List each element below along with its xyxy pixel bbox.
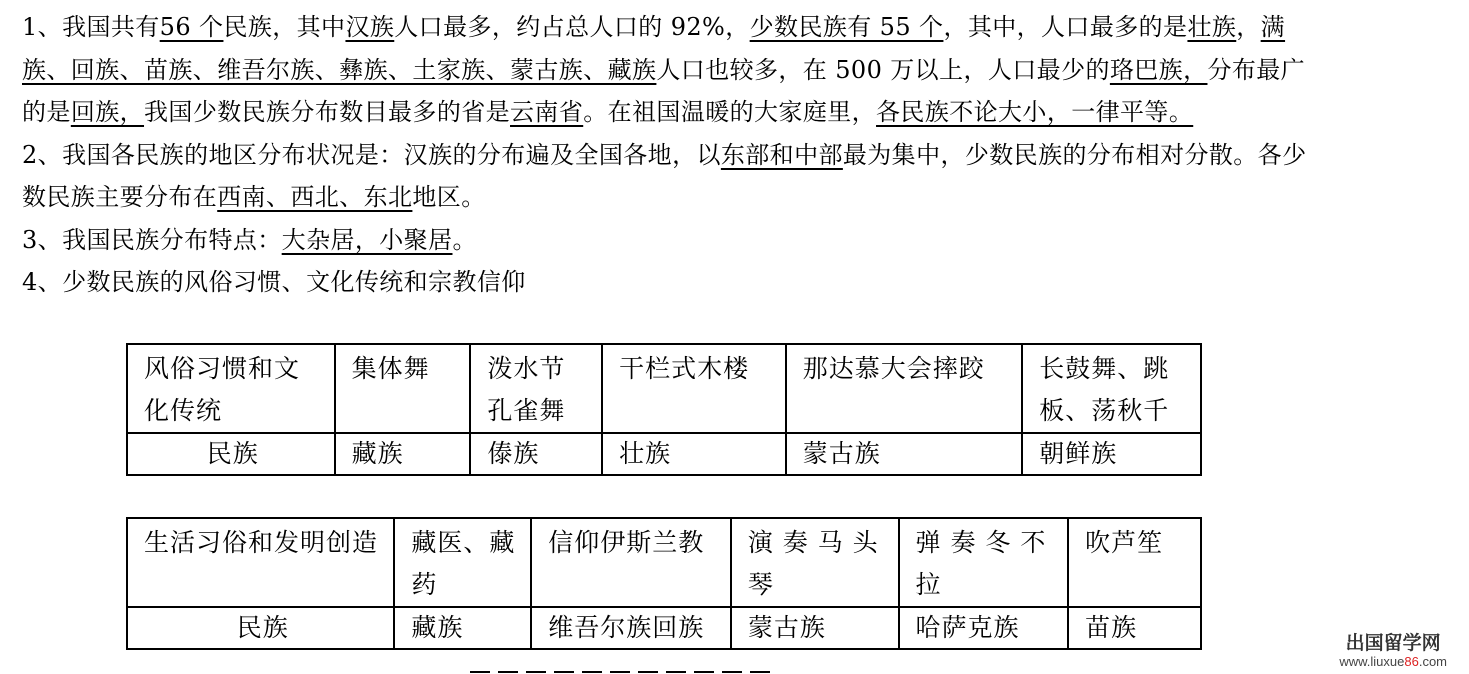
- text-segment: ，其中，人口最多的是: [943, 13, 1188, 41]
- table1-row-label: 民族: [127, 433, 335, 475]
- text-segment: 分布最广的是: [22, 55, 1306, 126]
- table1-item: 集体舞: [335, 344, 471, 433]
- table1-value: 藏族: [335, 433, 471, 475]
- table1-item: 长鼓舞、跳板、荡秋千: [1022, 344, 1201, 433]
- underlined-answer: 56 个: [159, 13, 224, 41]
- paragraph-4: [22, 261, 1322, 304]
- table2-value: 哈萨克族: [899, 607, 1069, 649]
- paragraph-2: [22, 134, 1322, 219]
- table2-item: 演 奏 马 头 琴: [731, 518, 899, 607]
- text-segment: 民族，其中: [223, 13, 346, 41]
- text-segment: 最为集中，少数民族的分布相对分散。各少数民族主要分布在: [22, 140, 1307, 211]
- text-segment: 。在祖国温暖的大家庭里，: [583, 98, 877, 126]
- table2-item: 藏医、藏药: [394, 518, 531, 607]
- table2-item: 弹 奏 冬 不 拉: [899, 518, 1069, 607]
- text-segment: 人口也较多，在 500 万以上，人口最少的: [656, 55, 1110, 84]
- table2-value: 藏族: [394, 607, 531, 649]
- watermark-name: 出国留学网: [1345, 632, 1441, 654]
- text-segment: 我国少数民族分布数目最多的省是: [144, 98, 511, 126]
- table1-header: 风俗习惯和文化传统: [127, 344, 335, 433]
- table2-row-label: 民族: [127, 607, 394, 649]
- underlined-answer: 回族，: [70, 98, 145, 126]
- table2-item: 信仰伊斯兰教: [531, 518, 731, 607]
- customs-table: [126, 343, 1202, 476]
- underlined-answer: 汉族: [345, 13, 395, 41]
- text-segment: ，: [1236, 13, 1261, 41]
- table1-value: 壮族: [602, 433, 786, 475]
- text-segment: 2、我国各民族的地区分布状况是：汉族的分布遍及全国各地，以: [22, 140, 721, 169]
- table2-value: 苗族: [1068, 607, 1201, 649]
- table2-header: 生活习俗和发明创造: [127, 518, 394, 607]
- table2-item: 吹芦笙: [1068, 518, 1201, 607]
- text-segment: 3、我国民族分布特点：: [22, 225, 282, 254]
- table2-value: 维吾尔族回族: [531, 607, 731, 649]
- table1-value: 蒙古族: [786, 433, 1022, 475]
- underlined-answer: 东部和中部: [720, 140, 843, 169]
- watermark-url: www.liuxue86.com: [1339, 654, 1447, 669]
- text-segment: 。: [452, 225, 477, 254]
- watermark: [1339, 634, 1447, 668]
- paragraph-1: [22, 6, 1322, 134]
- underlined-answer: 西南、西北、东北: [217, 183, 413, 211]
- table1-item: 那达慕大会摔跤: [786, 344, 1022, 433]
- life-customs-table: [126, 517, 1202, 650]
- text-segment: 人口最多，约占总人口的 92%，: [394, 13, 750, 41]
- underlined-answer: 少数民族有 55 个: [749, 13, 944, 41]
- table2-value: 蒙古族: [731, 607, 899, 649]
- underlined-answer: 云南省: [510, 98, 584, 126]
- table1-value: 傣族: [470, 433, 602, 475]
- paragraph-3: [22, 219, 1322, 262]
- cut-off-text-line: [470, 664, 850, 674]
- table1-item: 泼水节 孔雀舞: [470, 344, 602, 433]
- underlined-answer: 大杂居，小聚居: [281, 225, 453, 254]
- underlined-answer: 满族、回族、苗族、维吾尔族、彝族、土家族、蒙古族、藏族: [22, 13, 1286, 84]
- text-segment: 1、我国共有: [22, 13, 160, 41]
- table1-item: 干栏式木楼: [602, 344, 786, 433]
- underlined-answer: 各民族不论大小，一律平等。: [876, 98, 1194, 126]
- document-body: [22, 6, 1322, 304]
- underlined-answer: 壮族: [1187, 13, 1237, 41]
- text-segment: 地区。: [412, 183, 486, 211]
- underlined-answer: 珞巴族，: [1109, 55, 1208, 84]
- table1-value: 朝鲜族: [1022, 433, 1201, 475]
- text-segment: 4、少数民族的风俗习惯、文化传统和宗教信仰: [22, 268, 526, 296]
